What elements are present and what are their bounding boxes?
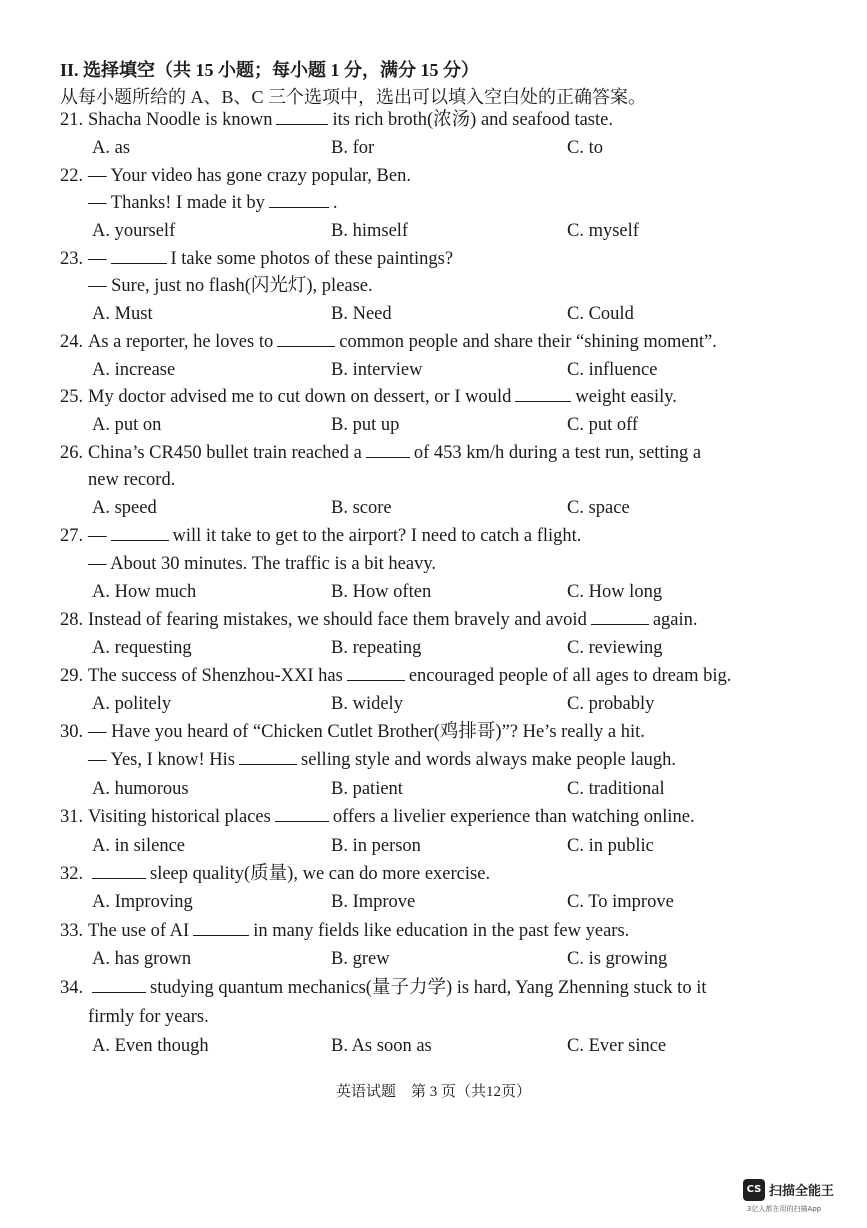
watermark-app-name: 扫描全能王 <box>769 1184 835 1199</box>
answer-option-a: A. requesting <box>92 638 192 658</box>
answer-option-a: A. increase <box>92 360 176 380</box>
stem-text: new record. <box>88 470 176 490</box>
answer-blank <box>111 248 167 264</box>
answer-option-b: B. Improve <box>331 892 416 912</box>
section-instruction: 从每小题所给的 A、B、C 三个选项中，选出可以填入空白处的正确答案。 <box>60 87 647 107</box>
answer-blank <box>269 192 329 208</box>
stem-text: — About 30 minutes. The traffic is a bit heavy. <box>88 554 437 574</box>
question-number: 25. <box>60 387 84 407</box>
question-number: 22. <box>60 166 84 186</box>
question-stem <box>60 863 490 885</box>
stem-text: firmly for years. <box>88 1007 209 1027</box>
question-stem <box>60 248 453 270</box>
question-number: 27. <box>60 526 84 546</box>
answer-option-c: C. space <box>567 498 630 518</box>
stem-text: Shacha Noodle is known <box>88 110 273 130</box>
question-number: 30. <box>60 722 84 742</box>
answer-option-b: B. for <box>331 138 375 158</box>
stem-text: China’s CR450 bullet train reached a <box>88 443 362 463</box>
answer-option-b: B. interview <box>331 360 423 380</box>
stem-text: As a reporter, he loves to <box>88 332 274 352</box>
answer-option-a: A. put on <box>92 415 162 435</box>
stem-text: — <box>88 526 107 546</box>
answer-blank <box>276 109 328 125</box>
stem-text: The success of Shenzhou-XXI has <box>88 666 343 686</box>
answer-option-b: B. score <box>331 498 392 518</box>
stem-text: will it take to get to the airport? I need to catch a flight. <box>172 526 582 546</box>
stem-text: encouraged people of all ages to dream big. <box>408 666 732 686</box>
question-number: 34. <box>60 978 84 998</box>
stem-text: — Yes, I know! His <box>88 750 235 770</box>
stem-text: studying quantum mechanics(量子力学) is hard, Yang Zhenning stuck to it <box>150 978 707 998</box>
answer-option-a: A. How much <box>92 582 197 602</box>
answer-option-c: C. to <box>567 138 603 158</box>
answer-option-c: C. How long <box>567 582 663 602</box>
answer-option-b: B. Need <box>331 304 392 324</box>
answer-blank <box>111 525 169 541</box>
answer-option-a: A. Must <box>92 304 153 324</box>
camscanner-logo-icon: CS <box>743 1179 765 1201</box>
answer-option-a: A. speed <box>92 498 157 518</box>
scanner-watermark <box>743 1177 853 1217</box>
answer-option-c: C. is growing <box>567 949 668 969</box>
question-number: 24. <box>60 332 84 352</box>
answer-blank <box>239 749 297 765</box>
answer-blank <box>591 609 649 625</box>
answer-option-c: C. To improve <box>567 892 674 912</box>
stem-text: offers a livelier experience than watching online. <box>332 807 695 827</box>
answer-option-c: C. Ever since <box>567 1036 667 1056</box>
answer-option-b: B. himself <box>331 221 409 241</box>
answer-blank <box>277 331 335 347</box>
answer-blank <box>275 806 329 822</box>
answer-blank <box>92 977 146 993</box>
stem-text: — <box>88 249 107 269</box>
answer-option-a: A. in silence <box>92 836 185 856</box>
answer-option-c: C. traditional <box>567 779 665 799</box>
stem-text: Visiting historical places <box>88 807 271 827</box>
question-number: 32. <box>60 864 84 884</box>
section-title: II. 选择填空（共 15 小题；每小题 1 分，满分 15 分） <box>60 60 480 80</box>
question-stem <box>60 109 613 131</box>
answer-option-b: B. in person <box>331 836 421 856</box>
stem-text: of 453 km/h during a test run, setting a <box>413 443 702 463</box>
answer-option-c: C. myself <box>567 221 639 241</box>
stem-text: . <box>332 193 338 213</box>
answer-option-b: B. put up <box>331 415 400 435</box>
question-stem-continuation <box>88 192 338 214</box>
question-stem <box>60 920 629 942</box>
question-number: 31. <box>60 807 84 827</box>
answer-option-b: B. grew <box>331 949 390 969</box>
answer-option-c: C. put off <box>567 415 639 435</box>
stem-text: sleep quality(质量), we can do more exercise. <box>150 864 491 884</box>
question-stem <box>60 806 695 828</box>
question-stem <box>60 165 411 187</box>
question-number: 28. <box>60 610 84 630</box>
question-number: 21. <box>60 110 84 130</box>
question-stem-continuation <box>88 275 373 297</box>
answer-option-c: C. reviewing <box>567 638 663 658</box>
answer-blank <box>347 665 405 681</box>
question-stem-continuation <box>88 1006 209 1028</box>
answer-blank <box>193 920 249 936</box>
stem-text: weight easily. <box>575 387 677 407</box>
question-stem <box>60 609 698 631</box>
answer-option-b: B. As soon as <box>331 1036 432 1056</box>
answer-option-c: C. in public <box>567 836 654 856</box>
stem-text: — Have you heard of “Chicken Cutlet Brother(鸡排哥)”? He’s really a hit. <box>88 722 645 742</box>
question-stem <box>60 721 645 743</box>
answer-option-a: A. humorous <box>92 779 189 799</box>
answer-option-a: A. has grown <box>92 949 192 969</box>
stem-text: I take some photos of these paintings? <box>170 249 454 269</box>
answer-option-a: A. Improving <box>92 892 193 912</box>
stem-text: — Sure, just no flash(闪光灯), please. <box>88 276 373 296</box>
stem-text: Instead of fearing mistakes, we should face them bravely and avoid <box>88 610 587 630</box>
question-stem <box>60 977 706 999</box>
answer-blank <box>366 442 410 458</box>
question-stem <box>60 525 581 547</box>
question-stem <box>60 331 717 353</box>
answer-option-b: B. patient <box>331 779 403 799</box>
stem-text: The use of AI <box>88 921 190 941</box>
answer-blank <box>92 863 146 879</box>
question-stem-continuation <box>88 469 175 491</box>
answer-option-c: C. Could <box>567 304 634 324</box>
answer-blank <box>515 386 571 402</box>
question-number: 29. <box>60 666 84 686</box>
question-stem <box>60 386 677 408</box>
question-stem <box>60 442 701 464</box>
question-stem-continuation <box>88 749 676 771</box>
answer-option-a: A. as <box>92 138 131 158</box>
question-stem-continuation <box>88 553 436 575</box>
answer-option-b: B. How often <box>331 582 432 602</box>
question-stem <box>60 665 731 687</box>
stem-text: — Thanks! I made it by <box>88 193 265 213</box>
question-number: 26. <box>60 443 84 463</box>
stem-text: in many fields like education in the past few years. <box>253 921 630 941</box>
answer-option-a: A. Even though <box>92 1036 209 1056</box>
question-number: 23. <box>60 249 84 269</box>
stem-text: its rich broth(浓汤) and seafood taste. <box>332 110 613 130</box>
answer-option-c: C. probably <box>567 694 655 714</box>
watermark-tagline: 3亿人都在用的扫描App <box>747 1205 822 1213</box>
answer-option-b: B. repeating <box>331 638 422 658</box>
stem-text: common people and share their “shining moment”. <box>339 332 717 352</box>
page-footer: 英语试题 第 3 页（共12页） <box>335 1084 531 1100</box>
stem-text: My doctor advised me to cut down on dessert, or I would <box>88 387 512 407</box>
answer-option-a: A. yourself <box>92 221 176 241</box>
question-number: 33. <box>60 921 84 941</box>
answer-option-a: A. politely <box>92 694 172 714</box>
stem-text: — Your video has gone crazy popular, Ben. <box>88 166 411 186</box>
stem-text: again. <box>652 610 698 630</box>
answer-option-c: C. influence <box>567 360 658 380</box>
answer-option-b: B. widely <box>331 694 403 714</box>
stem-text: selling style and words always make people laugh. <box>301 750 677 770</box>
